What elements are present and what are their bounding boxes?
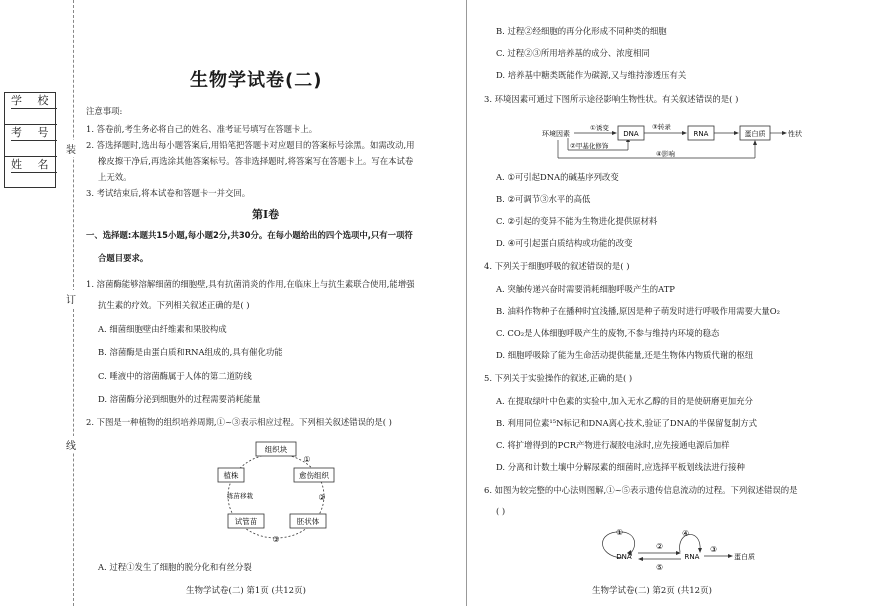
q5-stem: 5. 下列关于实验操作的叙述,正确的是( ) bbox=[484, 373, 633, 383]
right-page-footer: 生物学试卷(二) 第2页 (共12页) bbox=[592, 586, 712, 596]
methylation-label: ②甲基化修饰 bbox=[570, 142, 609, 150]
q3-option-d: D. ④可引起蛋白质结构或功能的改变 bbox=[496, 238, 633, 248]
name-label: 姓 名 bbox=[11, 157, 57, 173]
note-2: 2. 答选择题时,选出每小题答案后,用铅笔把答题卡对应题目的答案标号涂黑。如需改动,用 bbox=[86, 140, 415, 150]
q4-option-a: A. 突触传递兴奋时需要消耗细胞呼吸产生的ATP bbox=[496, 284, 675, 294]
trait-label: 性状 bbox=[788, 130, 802, 138]
node-callus: 愈伤组织 bbox=[299, 471, 329, 480]
q3-pathway-diagram bbox=[538, 116, 802, 164]
instruction-line-1: 一、选择题:本题共15小题,每小题2分,共30分。在每小题给出的四个选项中,只有一项符 bbox=[86, 230, 413, 240]
q1-option-c: C. 唾液中的溶菌酶属于人体的第二道防线 bbox=[98, 371, 252, 381]
cut-char-zhuang: 装 bbox=[66, 140, 76, 157]
q1-option-d: D. 溶菌酶分泌到细胞外的过程需要消耗能量 bbox=[98, 394, 261, 404]
school-field[interactable] bbox=[5, 93, 57, 125]
q4-option-c: C. CO₂是人体细胞呼吸产生的废物,不参与维持内环境的稳态 bbox=[496, 328, 720, 338]
q2-option-c: C. 过程②③所用培养基的成分、浓度相同 bbox=[496, 48, 650, 58]
step-2-label: ② bbox=[318, 493, 326, 502]
q2-option-a: A. 过程①发生了细胞的脱分化和有丝分裂 bbox=[98, 562, 252, 572]
q5-option-d: D. 分离和计数土壤中分解尿素的细菌时,应选择平板划线法进行接种 bbox=[496, 462, 745, 472]
q2-stem: 2. 下图是一种植物的组织培养周期,①~③表示相应过程。下列相关叙述错误的是( ) bbox=[86, 417, 392, 427]
q5-option-a: A. 在提取绿叶中色素的实验中,加入无水乙醇的目的是使研磨更加充分 bbox=[496, 396, 753, 406]
transplant-label: 练苗移栽 bbox=[227, 492, 253, 500]
q3-option-b: B. ②可调节③水平的高低 bbox=[496, 194, 591, 204]
q4-option-d: D. 细胞呼吸除了能为生命活动提供能量,还是生物体内物质代谢的枢纽 bbox=[496, 350, 754, 360]
q6-stem-cont: ( ) bbox=[496, 506, 506, 516]
page-divider bbox=[466, 0, 467, 606]
dogma-step-5: ⑤ bbox=[656, 563, 664, 572]
exam-number-field[interactable] bbox=[5, 125, 57, 157]
q6-stem: 6. 如图为较完整的中心法则图解,①~⑤表示遗传信息流动的过程。下列叙述错误的是 bbox=[484, 485, 798, 495]
notes-heading: 注意事项: bbox=[86, 106, 123, 116]
transcribe-label: ③转录 bbox=[652, 123, 671, 131]
note-2-cont2: 上无效。 bbox=[98, 172, 132, 182]
q4-stem: 4. 下列关于细胞呼吸的叙述错误的是( ) bbox=[484, 261, 630, 271]
instruction-line-2: 合题目要求。 bbox=[98, 253, 149, 263]
dogma-rna: RNA bbox=[684, 553, 700, 561]
q2-culture-cycle-diagram bbox=[212, 438, 342, 558]
q4-option-b: B. 油料作物种子在播种时宜浅播,原因是种子萌发时进行呼吸作用需要大量O₂ bbox=[496, 306, 780, 316]
q6-central-dogma-diagram bbox=[596, 526, 766, 578]
dna-box: DNA bbox=[623, 130, 639, 138]
q3-option-a: A. ①可引起DNA的碱基序列改变 bbox=[496, 172, 619, 182]
rna-box: RNA bbox=[693, 130, 709, 138]
q5-option-b: B. 利用同位素¹⁵N标记和DNA离心技术,验证了DNA的半保留复制方式 bbox=[496, 418, 757, 428]
q1-option-b: B. 溶菌酶是由蛋白质和RNA组成的,具有催化功能 bbox=[98, 347, 283, 357]
exam-title: 生物学试卷(二) bbox=[190, 70, 323, 91]
school-label: 学 校 bbox=[11, 93, 57, 109]
step-3-label: ③ bbox=[272, 535, 280, 544]
node-tissue-block: 组织块 bbox=[264, 445, 288, 454]
q1-stem: 1. 溶菌酶能够溶解细菌的细胞壁,具有抗菌消炎的作用,在临床上与抗生素联合使用,能增强 bbox=[86, 279, 415, 289]
env-factor-label: 环境因素 bbox=[542, 130, 570, 138]
left-page-footer: 生物学试卷(二) 第1页 (共12页) bbox=[186, 586, 306, 596]
note-3: 3. 考试结束后,将本试卷和答题卡一并交回。 bbox=[86, 188, 251, 198]
exam-number-label: 考 号 bbox=[11, 125, 57, 141]
protein-box: 蛋白质 bbox=[744, 130, 766, 138]
q2-option-d: D. 培养基中糖类既能作为碳源,又与维持渗透压有关 bbox=[496, 70, 687, 80]
node-test-tube-seedling: 试管苗 bbox=[234, 517, 258, 526]
q1-option-a: A. 细菌细胞壁由纤维素和果胶构成 bbox=[98, 324, 227, 334]
induce-label: ①诱变 bbox=[590, 124, 609, 132]
q5-option-c: C. 将扩增得到的PCR产物进行凝胶电泳时,应先接通电源后加样 bbox=[496, 440, 730, 450]
dogma-step-3: ③ bbox=[710, 545, 718, 554]
node-plant: 植株 bbox=[223, 471, 239, 480]
dogma-step-2: ② bbox=[656, 542, 664, 551]
dogma-dna: DNA bbox=[616, 553, 632, 561]
q3-option-c: C. ②引起的变异不能为生物进化提供原材料 bbox=[496, 216, 658, 226]
cut-char-xian: 线 bbox=[66, 436, 76, 453]
dogma-step-1: ① bbox=[616, 528, 624, 537]
q2-option-b: B. 过程②经细胞的再分化形成不同种类的细胞 bbox=[496, 26, 667, 36]
q1-stem-cont: 抗生素的疗效。下列相关叙述正确的是( ) bbox=[98, 300, 250, 310]
dogma-protein: 蛋白质 bbox=[734, 553, 755, 561]
q3-stem: 3. 环境因素可通过下图所示途径影响生物性状。有关叙述错误的是( ) bbox=[484, 94, 739, 104]
note-2-cont: 橡皮擦干净后,再选涂其他答案标号。答非选择题时,将答案写在答题卡上。写在本试卷 bbox=[98, 156, 414, 166]
name-field[interactable] bbox=[5, 157, 57, 189]
node-embryoid: 胚状体 bbox=[296, 517, 320, 526]
note-1: 1. 答卷前,考生务必将自己的姓名、准考证号填写在答题卡上。 bbox=[86, 124, 318, 134]
section-heading: 第Ⅰ卷 bbox=[252, 208, 280, 221]
affect-label: ④影响 bbox=[656, 150, 675, 158]
step-1-label: ① bbox=[303, 455, 311, 464]
dogma-step-4: ④ bbox=[682, 529, 690, 538]
cut-char-ding: 订 bbox=[66, 290, 76, 307]
student-info-box bbox=[4, 92, 56, 188]
